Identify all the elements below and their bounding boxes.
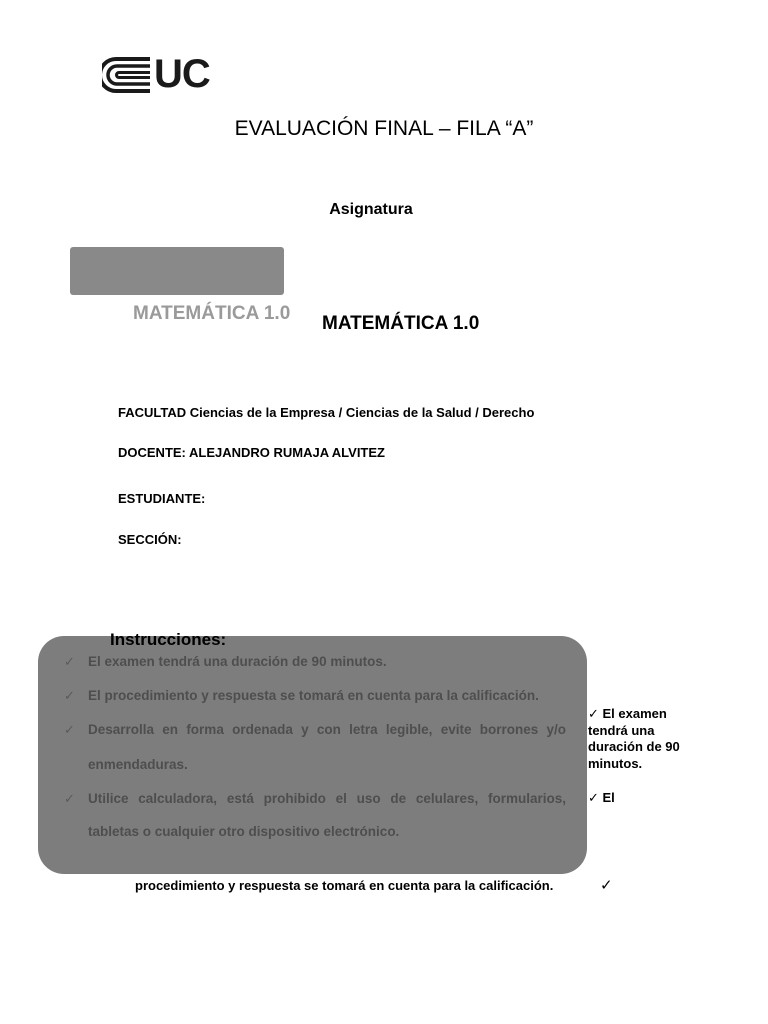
- instruction-item: Utilice calculadora, está prohibido el uso de celulares, formularios,: [88, 791, 566, 806]
- instruction-item-continued: enmendaduras.: [88, 757, 188, 772]
- seccion-line: SECCIÓN:: [118, 532, 182, 547]
- instruction-item: El procedimiento y respuesta se tomará en cuenta para la calificación.: [88, 688, 539, 703]
- gray-placeholder-box: [70, 247, 284, 295]
- facultad-value: Ciencias de la Empresa / Ciencias de la Salud / Derecho: [189, 405, 535, 420]
- instruction-item: Desarrolla en forma ordenada y con letra legible, evite borrones y/o: [88, 722, 566, 737]
- side-text-2: ✓ El: [588, 790, 615, 805]
- instructions-title: Instrucciones:: [110, 630, 227, 649]
- subject-name: MATEMÁTICA 1.0: [322, 313, 480, 334]
- logo-text: UC: [154, 52, 210, 96]
- check-icon: ✓: [64, 791, 75, 806]
- instruction-item-continued: tabletas o cualquier otro dispositivo electrónico.: [88, 824, 400, 839]
- subject-label: Asignatura: [329, 201, 413, 218]
- page-title: EVALUACIÓN FINAL – FILA “A”: [234, 117, 534, 140]
- instruction-item: El examen tendrá una duración de 90 minutos.: [88, 654, 387, 669]
- bottom-text: procedimiento y respuesta se tomará en cuenta para la calificación.: [135, 878, 554, 893]
- docente-line: DOCENTE: ALEJANDRO RUMAJA ALVITEZ: [118, 445, 385, 460]
- facultad-line: [118, 405, 534, 420]
- subject-name-faded: MATEMÁTICA 1.0: [133, 303, 291, 324]
- check-icon: ✓: [64, 688, 75, 703]
- facultad-label: FACULTAD: [118, 405, 187, 420]
- uc-logo: [102, 52, 222, 96]
- side-text-1: ✓ El examen tendrá una duración de 90 minutos.: [588, 706, 680, 771]
- check-icon: ✓: [600, 877, 613, 894]
- estudiante-line: ESTUDIANTE:: [118, 491, 206, 506]
- check-icon: ✓: [64, 654, 75, 669]
- uc-logo-mark: [102, 55, 154, 95]
- check-icon: ✓: [64, 722, 75, 737]
